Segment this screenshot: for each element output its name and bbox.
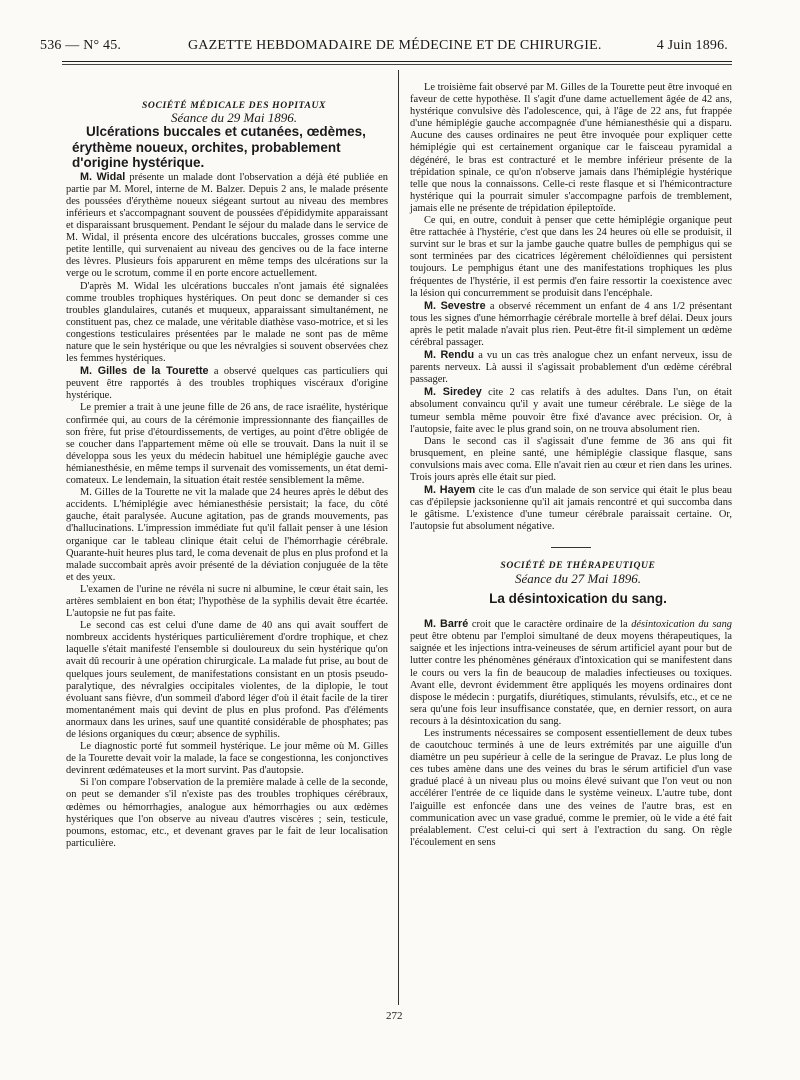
speaker-name: M. Siredey bbox=[424, 386, 482, 399]
paragraph-text: a vu un cas très analogue chez un enfant nerveux, issu de parents nerveux. Là aussi il s'agissait probablement d'un œdème cérébral passager. bbox=[410, 350, 732, 386]
paragraph: Le second cas est celui d'une dame de 40 ans qui avait souffert de nombreux accidents hystériques particulièrement d'ordre trophique, et chez laquelle s'était manifesté l'ensemble si douloureux du sein hystérique qu'on avait dû recourir à une opération chirurgicale. La malade fut prise, au bout de quelques jours seulement, de manifestations consistant en un ptosis pseudo-paralytique, des névralgies occipitales violentes, de la diplopie, le tout évoluant sans fièvre, d'un sommeil d'abord léger d'où il était facile de la tirer momentanément mais qui devint de plus en plus profond. Pas d'éléments anormaux dans les urines, sauf une quantité considérable de phosphates; pas de lésions organiques du cœur; absence de syphilis. bbox=[66, 620, 388, 740]
paragraph: Ce qui, en outre, conduit à penser que cette hémiplégie organique peut être rattachée à l'hystérie, c'est que dans les 24 heures où elle se produisit, il survint sur le bras et sur la jambe gauche quatre bulles de pemphigus qui se sont terminées par des cicatrices légèrement chéloïdiennes qui persistent toujours. Le pemphigus étant une des manifestations trophiques les plus fréquentes de l'hystérie, il est permis d'en faire ressortir la coexistence avec la lésion qui concurremment se produisit dans l'encéphale. bbox=[410, 215, 732, 299]
session-date: Séance du 27 Mai 1896. bbox=[514, 570, 641, 586]
paragraph bbox=[410, 618, 732, 728]
speaker-name: M. Sevestre bbox=[424, 299, 486, 312]
paragraph: L'examen de l'urine ne révéla ni sucre ni albumine, le cœur était sain, les artères semblaient en bon état; l'hypothèse de la syphilis devait être écartée. L'autopsie ne fut pas faite. bbox=[66, 583, 388, 620]
italic-term: désintoxication du sang bbox=[631, 619, 732, 631]
running-header bbox=[40, 38, 728, 58]
society-heading: SOCIÉTÉ MÉDICALE DES HOPITAUX bbox=[141, 100, 326, 111]
paragraph-text: peut être obtenu par l'emploi simultané de deux moyens thérapeutiques, la saignée et les injections intra-veineuses de sérum artificiel ayant pour but de lutter contre les phénomènes généraux d'intoxication qui se manifestent dans le cours ou vers la fin de beaucoup de maladies infectieuses ou toxiques. Avant elle, devront évidemment être appliqués les moyens ordinaires dont dispose le médecin : purgatifs, diurétiques, stimulants, révulsifs, etc., et ce ne sera qu'une fois leur insuffisance constatée, que, en dernier ressort, on aura recours à la désintoxication du sang. bbox=[410, 631, 732, 727]
society-heading: SOCIÉTÉ DE THÉRAPEUTIQUE bbox=[500, 560, 656, 572]
speaker-name: M. Hayem bbox=[424, 484, 476, 497]
paragraph bbox=[410, 349, 732, 386]
article-title: Ulcérations buccales et cutanées, œdèmes, érythème noueux, orchites, probablement d'origine hystérique. bbox=[72, 124, 366, 171]
section-divider bbox=[551, 547, 591, 548]
paragraph-text: cite le cas d'un malade de son service qui était le plus beau cas d'épilepsie jacksonienne qu'il ait jamais rencontré et qui succomba dans le gâtisme. L'existence d'une tumeur cérébrale paraissait certaine. Or, l'autopsie fut absolument négative. bbox=[410, 485, 733, 533]
column-separator bbox=[398, 70, 399, 1005]
paragraph bbox=[410, 484, 732, 533]
paragraph-text: a observé quelques cas particuliers qui peuvent être rapportés à des troubles trophiques viscéraux d'origine hystérique. bbox=[66, 366, 389, 402]
article-title: La désintoxication du sang. bbox=[489, 590, 667, 606]
journal-title: GAZETTE HEBDOMADAIRE DE MÉDECINE ET DE CHIRURGIE. bbox=[188, 38, 602, 53]
paragraph-text: cite 2 cas relatifs à des adultes. Dans l'un, on était absolument convaincu qu'il y avait une tumeur cérébrale. Le siège de la tumeur sembla même pouvoir être fixé d'avance avec précision. Or, à l'autopsie, faite avec le plus grand soin, on ne trouva absolument rien. bbox=[410, 387, 732, 435]
speaker-name: M. Widal bbox=[80, 170, 126, 183]
header-rule-thin bbox=[62, 64, 732, 65]
speaker-name: M. Barré bbox=[424, 618, 469, 631]
paragraph bbox=[66, 171, 388, 281]
paragraph bbox=[410, 386, 732, 435]
speaker-name: M. Gilles de la Tourette bbox=[80, 365, 209, 378]
paragraph: Le troisième fait observé par M. Gilles de la Tourette peut être invoqué en faveur de cette hypothèse. Il s'agit d'une dame actuellement âgée de 42 ans, hystérique convulsive dès l'adolescence, qui, à l'âge de 22 ans, fut frappée d'une hémiplégie gauche accompagnée d'une hémianesthésie qui a disparu. Aucune des causes ordinaires ne peut être invoquée pour expliquer cette hémiplégie qui est certainement organique car le faisceau pyramidal a dégénéré, le bras est contracturé et le membre inférieur présente de la trépidation spinale, ce qu'on n'observe jamais dans l'hémiplégie hystérique telle que nous la connaissons. Celle-ci reste flasque et si l'hémicontracture hystérique qui la pourrait simuler s'accompagne parfois de tremblement, jamais elle ne présente de trépidation épileptoïde. bbox=[410, 82, 732, 214]
speaker-name: M. Rendu bbox=[424, 349, 475, 362]
paragraph: D'après M. Widal les ulcérations buccales n'ont jamais été signalées comme troubles trophiques hystériques. On peut donc se demander si ces troubles glandulaires, cutanés et muqueux, apparaissant simultanément, ne constituent pas, chez ce malade, une véritable diathèse vaso-motrice, et si les congestions testiculaires présentées par le malade ne sont pas de même nature que le sein hystérique ou que les névralgies si souvent observées chez les femmes hystériques. bbox=[66, 280, 388, 365]
issue-date: 4 Juin 1896. bbox=[656, 38, 728, 53]
paragraph bbox=[66, 365, 388, 402]
page-issue-number: 536 — N° 45. bbox=[40, 38, 122, 53]
paragraph: Si l'on compare l'observation de la première malade à celle de la seconde, on peut se demander s'il n'existe pas des troubles trophiques cérébraux, œdèmes ou hémorrhagies, analogue aux hémorrhagies ou aux œdèmes hystériques que l'on observe au niveau d'autres viscères ; sein, testicule, poumons, estomac, etc., et devenant graves par le fait de leur localisation particulière. bbox=[66, 777, 388, 849]
paragraph: M. Gilles de la Tourette ne vit la malade que 24 heures après le début des accidents. L'hémiplégie avec hémianesthésie persistait; la face, du côté gauche, était paralysée. Aucune agitation, pas de grands mouvements, pas d'hallucinations. L'impression immédiate fut qu'il fallait penser à une lésion organique car le tableau clinique était celui de l'hémorrhagie cérébrale. Quarante-huit heures plus tard, le coma devenait de plus en plus profond et la malade succombait après avoir présenté de la déviation conjuguée de la tête et des yeux. bbox=[66, 487, 389, 583]
left-column bbox=[66, 100, 388, 850]
right-column bbox=[410, 82, 732, 849]
paragraph-text: a observé récemment un enfant de 4 ans 1/2 présentant tous les signes d'une hémorrhagie cérébrale mortelle à bref délai. Deux jours après le petit malade n'avait plus rien. Peut-être fit-il simplement un œdème cérébral passager. bbox=[410, 300, 733, 348]
paragraph: Les instruments nécessaires se composent essentiellement de deux tubes de caoutchouc terminés à une de leurs extrémités par une aiguille d'un diamètre un peu supérieur à celle de la seringue de Pravaz. Le plus long de ces tubes amène dans une des veines du bras le sérum artificiel d'un vase gradué placé à un niveau plus ou moins élevé suivant que l'on veut ou non accélérer l'entrée de ce liquide dans le système veineux. L'autre tube, dont l'aiguille est enfoncée dans une des veines de l'autre bras, est en communication avec un vase gradué, comme le premier, où le vide a été fait préalablement. C'est celui-ci qui sert à l'extraction du sang. On règle l'écoulement en sens bbox=[410, 728, 732, 848]
paragraph: Le diagnostic porté fut sommeil hystérique. Le jour même où M. Gilles de la Tourette devait voir la malade, la face se congestionna, les conjonctives devinrent œdémateuses et la mort survint. Pas d'autopsie. bbox=[66, 741, 388, 777]
paragraph-text: croit que le caractère ordinaire de la bbox=[468, 619, 632, 631]
page-number: 272 bbox=[386, 1010, 403, 1022]
paragraph: Le premier a trait à une jeune fille de 26 ans, de race israélite, hystérique confirmée qui, au cours de la cérémonie impressionnante des fiançailles de son frère, fut prise d'étourdissements, de vertiges, au point d'être obligée de se coucher dans l'appartement même où elle se trouvait. Dans la nuit il se développa sous les yeux du médecin habituel une hémiplégie gauche avec hémianesthésie, en même temps il survenait des vomissements, un état demi-comateux. Le lendemain, la situation était restée sensiblement la même. bbox=[66, 402, 388, 487]
session-date: Séance du 29 Mai 1896. bbox=[170, 110, 297, 126]
paragraph: Dans le second cas il s'agissait d'une femme de 36 ans qui fit brusquement, en pleine santé, une hémiplégie classique flasque, sans convulsions mais avec coma. Elle n'avait rien au cœur et rien dans les urines. Trois jours après elle était sur pied. bbox=[410, 435, 732, 483]
header-rule bbox=[62, 61, 732, 62]
paragraph bbox=[410, 300, 732, 349]
paragraph-text: présente un malade dont l'observation a déjà été publiée en partie par M. Morel, interne de M. Balzer. Depuis 2 ans, le malade présente des poussées d'érythème noueux siégeant surtout au niveau des membres inférieurs et s'accompagnant souvent de poussées d'épididymite apparaissant et disparaissant brusquement. Pendant le séjour du malade dans le service de M. Widal, il présenta encore des ulcérations buccales, grosses comme une petite lentille, qui survenaient au niveau des gencives ou de la face interne des lèvres. Plusieurs fois apparurent en même temps des ulcérations sur la verge ou le scrotum, comme il en porte encore actuellement. bbox=[66, 171, 388, 280]
